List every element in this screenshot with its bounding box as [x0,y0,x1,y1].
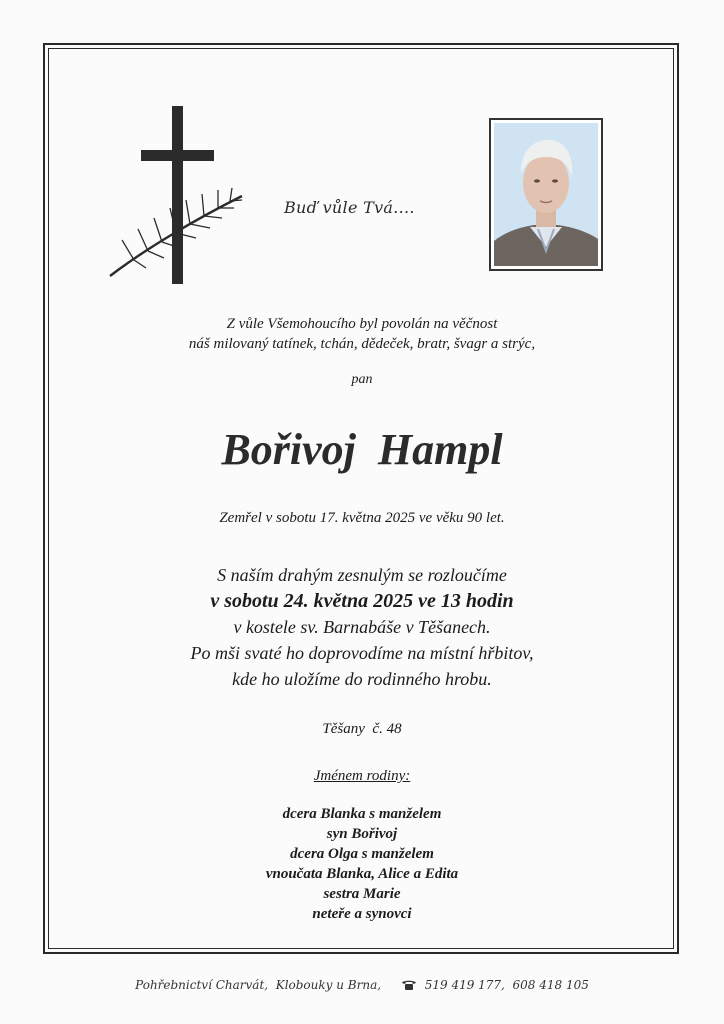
family-member: sestra Marie [323,886,401,902]
portrait-photo [489,118,603,271]
family-member: neteře a synovci [312,906,412,922]
intro-text [0,314,724,354]
family-heading: Jménem rodiny: [313,768,411,784]
phone-icon [401,979,417,991]
address-text: Těšany č. 48 [322,721,402,737]
intro-line-2: náš milovaný tatínek, tchán, dědeček, bratr, švagr a strýc, [188,336,536,352]
ceremony-line-5: kde ho uložíme do rodinného hrobu. [232,669,492,689]
footer [0,978,724,992]
death-info: Zemřel v sobotu 17. května 2025 ve věku 90 let. [219,510,505,526]
footer-phones: 519 419 177, 608 418 105 [424,978,589,992]
family-member: dcera Blanka s manželem [282,806,442,822]
motto-text: Buď vůle Tvá.... [284,198,415,217]
ceremony-line-3: v kostele sv. Barnabáše v Těšanech. [233,617,491,637]
footer-company: Pohřebnictví Charvát, Klobouky u Brna, [135,978,382,992]
deceased-name [0,424,724,475]
ceremony-line-4: Po mši svaté ho doprovodíme na místní hřbitov, [190,643,534,663]
cross-icon [104,100,254,290]
ceremony-date: v sobotu 24. května 2025 ve 13 hodin [210,590,514,612]
ceremony-line-1: S naším drahým zesnulým se rozloučíme [217,565,507,585]
family-member: dcera Olga s manželem [290,846,434,862]
address [0,721,724,738]
intro-line-1: Z vůle Všemohoucího byl povolán na věčnost [226,316,498,332]
family-member: vnoučata Blanka, Alice a Edita [265,866,459,882]
family-member: syn Bořivoj [326,826,398,842]
ceremony-text [0,562,724,692]
title-word: pan [351,372,373,387]
deceased-name-text: Bořivoj Hampl [221,425,503,474]
family-list [0,804,724,924]
